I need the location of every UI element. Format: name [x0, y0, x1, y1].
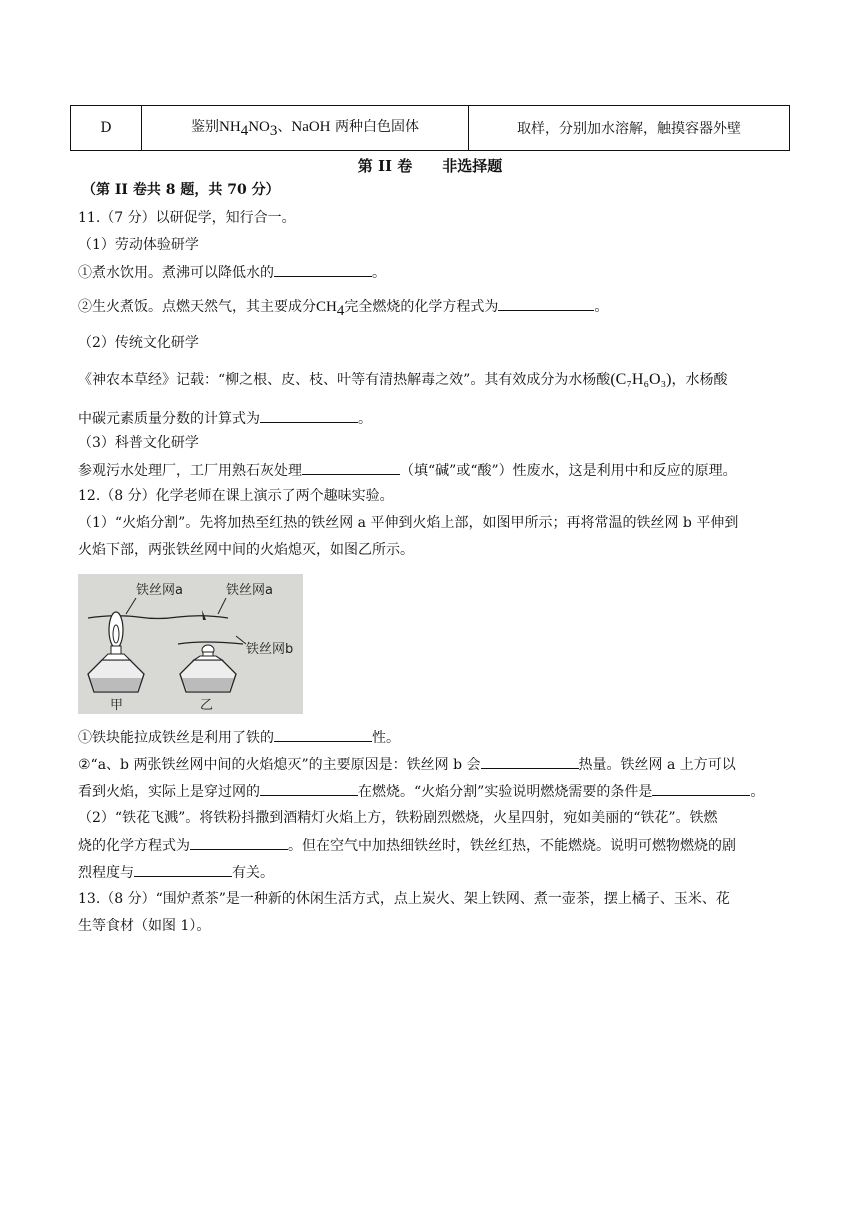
option-task: 鉴别$NH_4NO_3$、NaOH 两种白色固体	[142, 106, 469, 151]
answer-blank[interactable]	[274, 727, 372, 742]
label-mesh-a: 铁丝网a	[136, 583, 183, 598]
q12-line6: （2）“铁花飞溅”。将铁粉抖撒到酒精灯火焰上方，铁粉剧烈燃烧，火星四射，宛如美丽的“铁花”。铁燃	[78, 810, 718, 826]
alcohol-lamp-diagram	[78, 574, 303, 714]
answer-blank[interactable]	[260, 408, 358, 423]
q11-line1: ①煮水饮用。煮沸可以降低水的 。	[78, 262, 800, 283]
flame-figure	[78, 574, 303, 714]
answer-blank[interactable]	[190, 835, 288, 850]
label-jia: 甲	[110, 698, 124, 713]
q11-part1: （1）劳动体验研学	[78, 237, 199, 253]
q12-line2: 火焰下部，两张铁丝网中间的火焰熄灭，如图乙所示。	[78, 542, 414, 558]
option-table	[70, 105, 790, 151]
table-row	[71, 106, 790, 151]
q12-line1: （1）“火焰分割”。先将加热至红热的铁丝网 a 平伸到火焰上部，如图甲所示；再将常温的铁丝网 b 平伸到	[78, 515, 739, 531]
answer-blank[interactable]	[260, 781, 358, 796]
section-title: 第 II 卷 非选择题	[357, 157, 503, 175]
q11-line5: 参观污水处理厂，工厂用熟石灰处理 （填“碱”或“酸”）性废水，这是利用中和反应的原理。	[78, 460, 800, 481]
q13-line2: 生等食材（如图 1）。	[78, 918, 211, 934]
answer-blank[interactable]	[134, 862, 232, 877]
label-yi: 乙	[200, 698, 214, 713]
q12-line7: 烧的化学方程式为 。但在空气中加热细铁丝时，铁丝红热，不能燃烧。说明可燃物燃烧的剧	[78, 835, 800, 856]
q13-line1: 13.（8 分）“围炉煮茶”是一种新的休闲生活方式，点上炭火、架上铁网、煮一壶茶，摆上橘子、玉米、花	[78, 891, 730, 907]
q11-part2: （2）传统文化研学	[78, 335, 199, 351]
q11-part3: （3）科普文化研学	[78, 435, 199, 451]
q12-head: 12.（8 分）化学老师在课上演示了两个趣味实验。	[78, 488, 394, 504]
q12-line4: ②“a、b 两张铁丝网中间的火焰熄灭”的主要原因是：铁丝网 b 会 热量。铁丝网 a 上方可以	[78, 754, 800, 775]
label-mesh-a2: 铁丝网a	[226, 583, 273, 598]
answer-blank[interactable]	[652, 781, 750, 796]
q12-line5: 看到火焰，实际上是穿过网的 在燃烧。“火焰分割”实验说明燃烧需要的条件是 。	[78, 781, 800, 802]
section-subtitle: （第 II 卷共 8 题，共 70 分）	[82, 182, 280, 198]
q11-line3: 《神农本草经》记载：“柳之根、皮、枝、叶等有清热解毒之效”。其有效成分为水杨酸(C₇H₆O₃)，水杨酸	[78, 371, 728, 388]
answer-blank[interactable]	[302, 460, 400, 475]
label-mesh-b: 铁丝网b	[246, 642, 294, 657]
q12-line8: 烈程度与 有关。	[78, 862, 800, 883]
q11-head: 11.（7 分）以研促学，知行合一。	[78, 210, 296, 226]
answer-blank[interactable]	[274, 262, 372, 277]
option-letter: D	[71, 106, 142, 151]
q11-line4: 中碳元素质量分数的计算式为 。	[78, 408, 800, 429]
answer-blank[interactable]	[498, 296, 594, 311]
q11-line2: ②生火煮饭。点燃天然气，其主要成分$CH_4$完全燃烧的化学方程式为 。	[78, 296, 800, 321]
option-method: 取样，分别加水溶解，触摸容器外壁	[469, 106, 790, 151]
q12-line3: ①铁块能拉成铁丝是利用了铁的 性。	[78, 727, 800, 748]
answer-blank[interactable]	[481, 754, 579, 769]
